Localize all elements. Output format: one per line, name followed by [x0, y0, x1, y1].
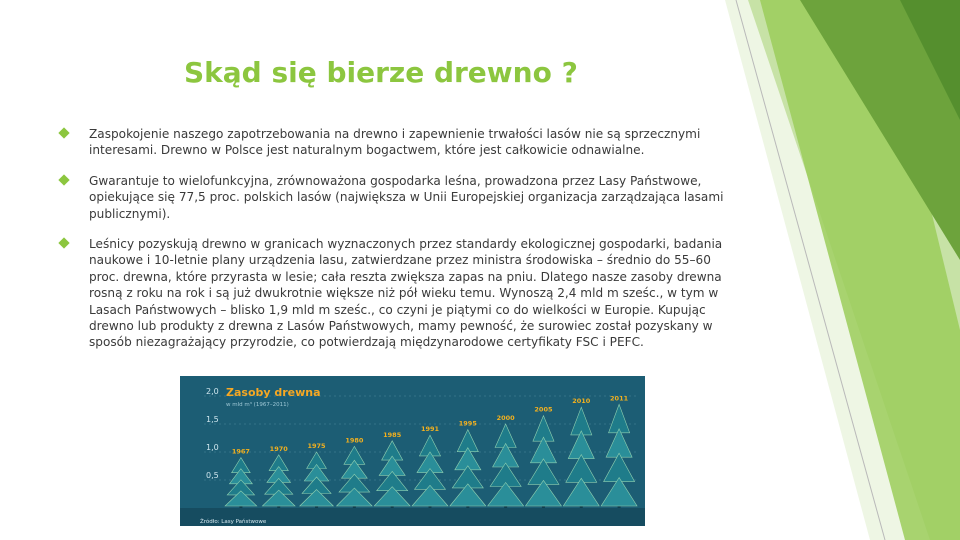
bullet-text: Zaspokojenie naszego zapotrzebowania na drewno i zapewnienie trwałości lasów nie są sprzecznymi interesami. Drewno w Polsce jest naturalnym bogactwem, które jest całkowicie odnawialne. [89, 127, 701, 158]
year-label: 1980 [345, 436, 364, 445]
bullet-item [60, 126, 730, 159]
bullet-text: Leśnicy pozyskują drewno w granicach wyznaczonych przez standardy ekologicznej gospodarki, badania naukowe i 10-letnie plany urządzenia lasu, zatwierdzane przez ministra środowiska – średnio do 55–60 proc. drewna, które przyrasta w lesie; cała reszta zwiększa zapas na pniu. Dlatego nasze zasoby drewna rosną z roku na rok i są już dwukrotnie większe niż pół wieku temu. Wynoszą 2,4 mld m sześc., w tym w Lasach Państwowych – blisko 1,9 mld m sześc., co czyni je piątymi co do wielkości w Europie. Kupując drewno lub produkty z drewna z Lasów Państwowych, mamy pewność, że surowiec został pozyskany w sposób niezagrażający przyrodzie, co potwierdzają międzynarodowe certyfikaty FSC i PEFC. [89, 237, 723, 350]
slide-title: Skąd się bierze drewno ? [184, 56, 578, 89]
y-tick-label: 1,5 [206, 415, 219, 424]
year-label: 1970 [269, 444, 288, 453]
diamond-bullet-icon [58, 237, 69, 248]
diamond-bullet-icon [58, 127, 69, 138]
bullet-item [60, 236, 730, 351]
y-tick-label: 2,0 [206, 387, 219, 396]
bullet-text: Gwarantuje to wielofunkcyjna, zrównoważona gospodarka leśna, prowadzona przez Lasy Państwowe, opiekujące się 77,5 proc. polskich lasów (największa w Unii Europejskiej organizacja zarządzająca lasami publicznymi). [89, 173, 724, 221]
chart-title: Zasoby drewna [226, 386, 321, 399]
chart-source: Źródło: Lasy Państwowe [200, 519, 267, 525]
year-label: 2011 [610, 394, 629, 403]
bullet-list [60, 126, 730, 365]
year-label: 1975 [307, 442, 326, 450]
year-label: 1985 [383, 430, 402, 439]
year-label: 2000 [496, 414, 515, 422]
year-label: 2005 [534, 405, 553, 414]
year-label: 1991 [420, 425, 440, 434]
year-label: 1995 [458, 419, 477, 428]
chart-canvas [180, 376, 645, 526]
chart-subtitle: w mld m³ (1967–2011) [226, 402, 289, 408]
diamond-bullet-icon [58, 174, 69, 185]
year-label: 2010 [572, 397, 591, 406]
y-tick-label: 0,5 [206, 471, 219, 480]
bullet-item [60, 173, 730, 222]
y-tick-label: 1,0 [206, 443, 219, 452]
year-label: 1967 [231, 447, 250, 456]
wood-resources-chart [180, 376, 645, 526]
